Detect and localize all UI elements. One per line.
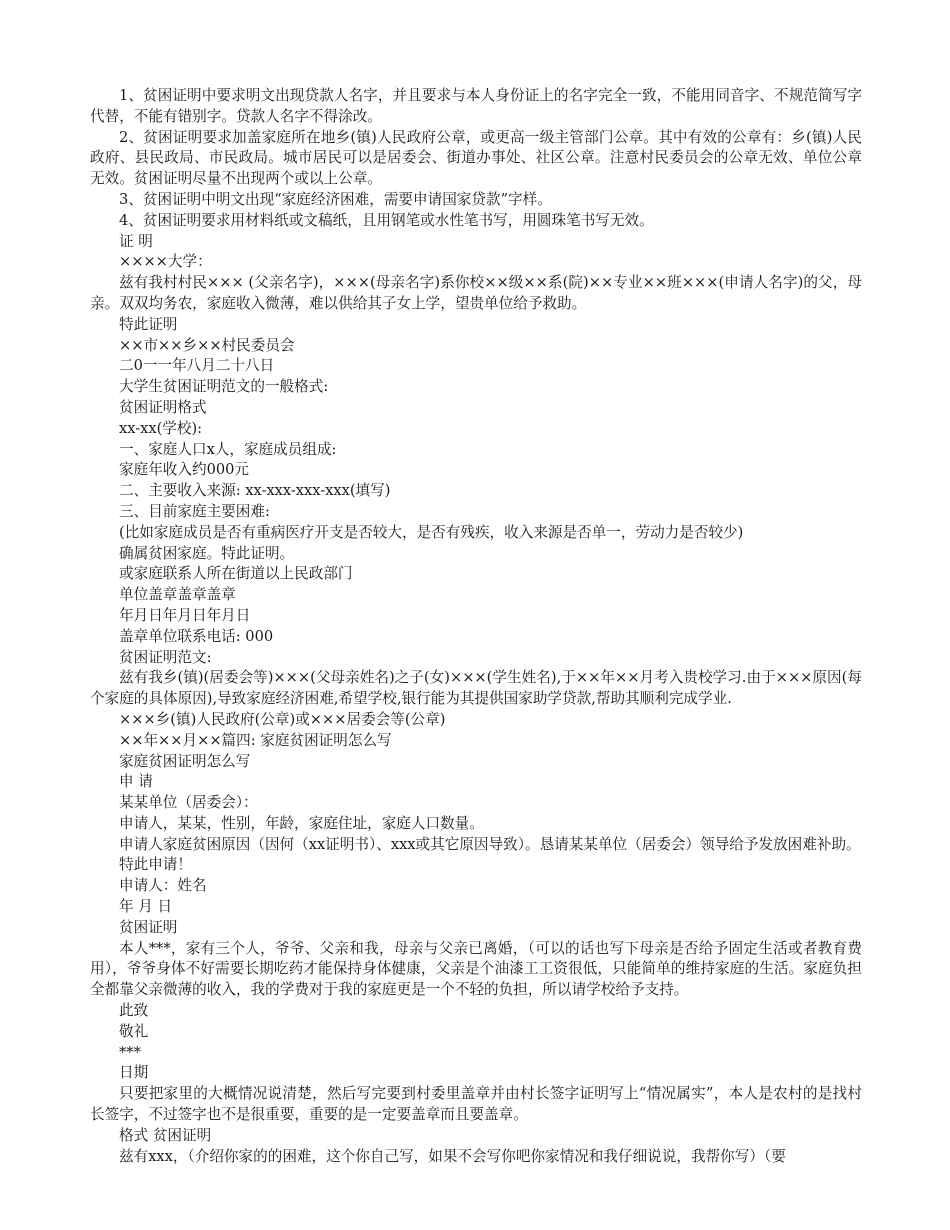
paragraph-38: 此致	[119, 1002, 149, 1020]
paragraph-24: 贫困证明范文:	[119, 648, 212, 666]
paragraph-37: 本人***，家有三个人，爷爷、父亲和我，母亲与父亲已离婚，（可以的话也写下母亲是否给予固定生活或者教育费用），爷爷身体不好需要长期吃药才能保持身体健康，父亲是个油漆工工资很低，只能简单的维持家庭的生活。家庭负担全都靠父亲微薄的收入，我的学费对于我的家庭更是一个不轻的负担，所以请学校给予支持。	[90, 939, 862, 999]
paragraph-20: 或家庭联系人所在街道以上民政部门	[119, 565, 353, 583]
paragraph-39: 敬礼	[119, 1022, 149, 1040]
paragraph-35: 年 月 日	[119, 898, 173, 916]
paragraph-32: 申请人家庭贫困原因（因何（xx证明书）、xxx或其它原因导致）。恳请某某单位（居委会）领导给予发放困难补助。	[119, 835, 861, 853]
paragraph-21: 单位盖章盖章盖章	[119, 586, 236, 604]
paragraph-33: 特此申请！	[119, 856, 192, 874]
paragraph-41: 日期	[119, 1064, 149, 1082]
paragraph-7: 兹有我村村民××× (父亲名字)，×××(母亲名字)系你校××级××系(院)××专业××班×××(申请人名字)的父，母亲。双双均务农，家庭收入微薄，难以供给其子女上学，望贵单位给予救助。	[90, 274, 862, 312]
paragraph-28: 家庭贫困证明怎么写	[119, 752, 251, 770]
paragraph-18: (比如家庭成员是否有重病医疗开支是否较大，是否有残疾，收入来源是否单一，劳动力是否较少)	[119, 523, 744, 541]
paragraph-23: 盖章单位联系电话: 000	[119, 627, 274, 645]
paragraph-16: 二、主要收入来源: xx-xxx-xxx-xxx(填写)	[119, 482, 391, 500]
paragraph-1: 1、贫困证明中要求明文出现贷款人名字，并且要求与本人身份证上的名字完全一致，不能用同音字、不规范简写字代替，不能有错别字。贷款人名字不得涂改。	[90, 87, 862, 125]
document-body	[90, 86, 862, 1167]
paragraph-26: ×××乡(镇)人民政府(公章)或×××居委会等(公章)	[119, 710, 446, 728]
paragraph-15: 家庭年收入约000元	[119, 461, 250, 479]
paragraph-5: 证 明	[119, 232, 153, 250]
paragraph-22: 年月日年月日年月日	[119, 606, 251, 624]
paragraph-12: 贫困证明格式	[119, 398, 207, 416]
paragraph-4: 4、贫困证明要求用材料纸或文稿纸，且用钢笔或水性笔书写，用圆珠笔书写无效。	[119, 211, 654, 229]
paragraph-36: 贫困证明	[119, 918, 178, 936]
paragraph-25: 兹有我乡(镇)(居委会等)×××(父母亲姓名)之子(女)×××(学生姓名),于××年××月考入贵校学习.由于×××原因(每个家庭的具体原因),导致家庭经济困难,希望学校,银行能为其提供国家助学贷款,帮助其顺利完成学业.	[90, 669, 862, 708]
paragraph-3: 3、贫困证明中明文出现“家庭经济困难，需要申请国家贷款”字样。	[119, 190, 552, 208]
paragraph-2: 2、贫困证明要求加盖家庭所在地乡(镇)人民政府公章，或更高一级主管部门公章。其中有效的公章有：乡(镇)人民政府、县民政局、市民政局。城市居民可以是居委会、街道办事处、社区公章。注意村民委员会的公章无效、单位公章无效。贫困证明尽量不出现两个或以上公章。	[90, 128, 862, 188]
paragraph-43: 格式 贫困证明	[119, 1126, 212, 1144]
paragraph-6: ××××大学：	[119, 253, 212, 271]
paragraph-13: xx-xx(学校):	[119, 419, 203, 437]
paragraph-30: 某某单位（居委会）：	[119, 794, 258, 812]
paragraph-40: ***	[119, 1043, 141, 1061]
paragraph-8: 特此证明	[119, 315, 178, 333]
paragraph-14: 一、家庭人口x人，家庭成员组成:	[119, 440, 337, 458]
paragraph-9: ××市××乡××村民委员会	[119, 336, 295, 354]
paragraph-34: 申请人：姓名	[119, 877, 207, 895]
paragraph-31: 申请人，某某，性别，年龄，家庭住址，家庭人口数量。	[119, 814, 484, 832]
paragraph-17: 三、目前家庭主要困难:	[119, 502, 270, 520]
paragraph-11: 大学生贫困证明范文的一般格式:	[119, 378, 329, 396]
paragraph-10: 二0一一年八月二十八日	[119, 357, 275, 375]
paragraph-29: 申 请	[119, 773, 153, 791]
paragraph-27: ××年××月××篇四: 家庭贫困证明怎么写	[119, 731, 392, 749]
paragraph-19: 确属贫困家庭。特此证明。	[119, 544, 295, 562]
paragraph-44: 兹有xxx，（介绍你家的的困难，这个你自己写，如果不会写你吧你家情况和我仔细说说，我帮你写）（要	[119, 1147, 786, 1165]
paragraph-42: 只要把家里的大概情况说清楚，然后写完要到村委里盖章并由村长签字证明写上“情况属实”，本人是农村的是找村长签字，不过签字也不是很重要，重要的是一定要盖章而且要盖章。	[90, 1085, 862, 1124]
